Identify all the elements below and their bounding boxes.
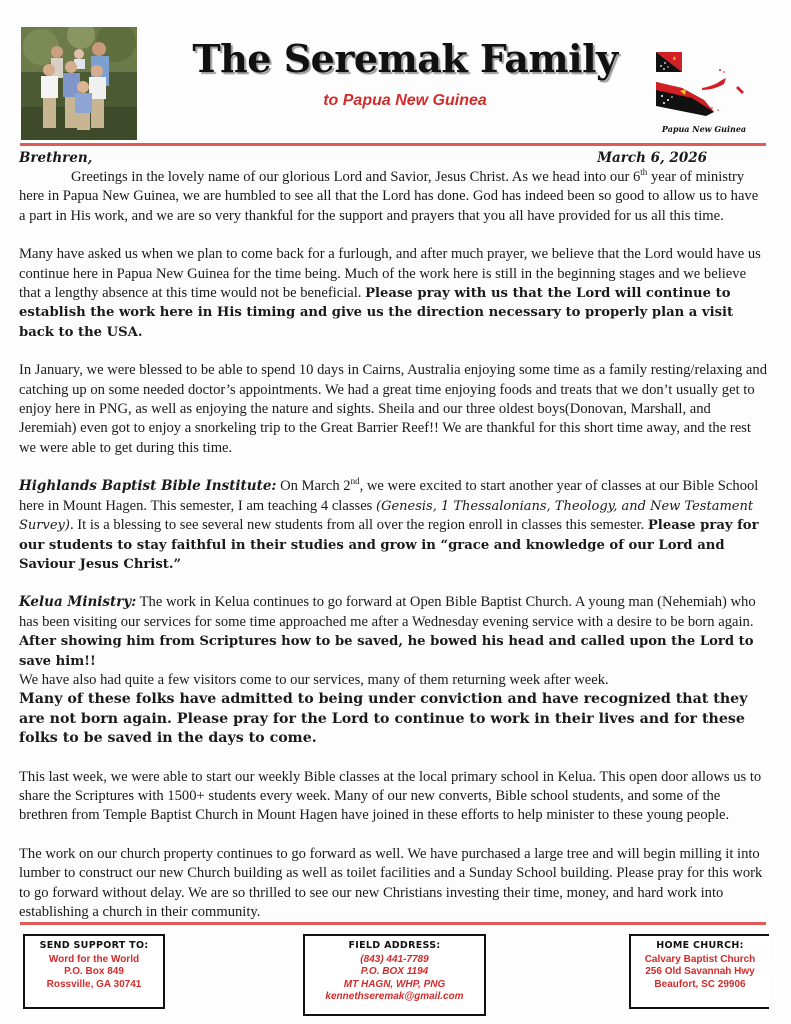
paragraph-text: Many have asked us when we plan to come back for a furlough, and after much prayer, we believe that the Lord would have us continue here in Papua New Guinea for the time being. Much of the work here is still in the beginning stages and we believe that a lengthy absence at this time would not be beneficial. bbox=[19, 246, 761, 302]
support-line: Rossville, GA 30741 bbox=[46, 978, 142, 990]
family-photo-icon bbox=[21, 27, 137, 140]
prayer-request: Many of these folks have admitted to being under conviction and have recognized that they are not born again. Please pray for the Lord to continue to work in their lives and for these folks to be saved in the days to come. bbox=[19, 691, 748, 747]
png-flag-map-icon bbox=[652, 48, 762, 123]
superscript: th bbox=[640, 167, 648, 178]
salutation: Brethren, bbox=[19, 150, 93, 166]
paragraph-cairns bbox=[19, 361, 767, 458]
field-address-box bbox=[303, 934, 486, 1016]
paragraph-text: This last week, we were able to start our weekly Bible classes at the local primary school in Kelua. This open door allows us to share the Scriptures with 1500+ students every week. Many of our new converts, Bible school students, and some of the brethren from Temple Baptist Church in Mount Hagen have joined in these efforts to help minister to these young people. bbox=[19, 768, 762, 824]
field-phone: (843) 441-7789 bbox=[360, 953, 429, 965]
paragraph-furlough bbox=[19, 245, 767, 342]
prayer-request: Please pray for our students to stay faithful in their studies and grow in “grace and knowledge of our Lord and Saviour Jesus Christ.” bbox=[19, 518, 759, 572]
church-line: 256 Old Savannah Hwy bbox=[645, 966, 755, 977]
salvation-note: After showing him from Scriptures how to be saved, he bowed his head and called upon the Lord to save him!! bbox=[19, 634, 754, 669]
paragraph-text: In January, we were blessed to be able to spend 10 days in Cairns, Australia enjoying some time as a family resting/relaxing and catching up on some needed doctor’s appointments. We had a great time enjoying foods and treats that we don’t usually get to enjoy here in PNG, as well as enjoying the nature and sights. Sheila and our three oldest boys(Donovan, Marshall, and Jeremiah) even got to enjoy a snorkeling trip to the Great Barrier Reef!! We are thankful for this short time away, and the rest we were able to get during this time. bbox=[19, 362, 768, 456]
paragraph-greeting bbox=[19, 168, 767, 226]
field-title: FIELD ADDRESS: bbox=[348, 940, 441, 951]
paragraph-church-property bbox=[19, 845, 767, 923]
salutation-row bbox=[19, 148, 767, 168]
support-address-box bbox=[23, 934, 165, 1009]
paragraph-visitors bbox=[19, 671, 767, 749]
paragraph-school-classes bbox=[19, 768, 767, 826]
flag-caption: Papua New Guinea bbox=[661, 124, 747, 134]
letter-date: March 6, 2026 bbox=[597, 150, 707, 166]
support-line: P.O. Box 849 bbox=[64, 966, 124, 977]
church-title: HOME CHURCH: bbox=[656, 940, 744, 951]
paragraph-text: We have also had quite a few visitors come to our services, many of them returning week after week. bbox=[19, 671, 609, 688]
section-heading: Highlands Baptist Bible Institute: bbox=[19, 478, 277, 495]
paragraph-text: The work on our church property continues to go forward as well. We have purchased a large tree and will begin milling it into lumber to construct our new Church building as well as toilet facilities and a Sunday School building. Please pray for this work to go forward without delay. We are so thrilled to see our new Christians investing their time, money, and hard work into establishing a church in their community. bbox=[19, 845, 763, 920]
superscript: nd bbox=[350, 476, 360, 487]
section-heading: Kelua Ministry: bbox=[19, 594, 137, 611]
header-divider bbox=[20, 143, 766, 146]
newsletter-title: The Seremak Family bbox=[192, 36, 618, 81]
paragraph-text: , we were excited to start another year of classes at our Bible School here in Mount Hagen. This semester, I am teaching 4 classes bbox=[19, 478, 759, 514]
field-email[interactable]: kennethseremak@gmail.com bbox=[325, 991, 464, 1002]
support-line: Word for the World bbox=[48, 953, 140, 965]
paragraph-text: Greetings in the lovely name of our glorious Lord and Savior, Jesus Christ. As we head into our 6 bbox=[71, 169, 641, 185]
paragraph-text: year of ministry here in Papua New Guinea, we are humbled to see all that the Lord has done. God has indeed been so good to allow us to have a part in His work, and we are so very thankful for the support and prayers that you all have provided for us all this time. bbox=[19, 169, 759, 224]
field-city: MT HAGN, WHP, PNG bbox=[343, 978, 446, 990]
newsletter-subtitle: to Papua New Guinea bbox=[323, 92, 487, 109]
paragraph-bible-institute bbox=[19, 477, 767, 574]
prayer-request: Please pray with us that the Lord will continue to establish the work here in His timing and give us the direction necessary to properly plan a visit back to the USA. bbox=[19, 286, 734, 340]
paragraph-kelua bbox=[19, 593, 767, 671]
support-title: SEND SUPPORT TO: bbox=[39, 940, 149, 951]
church-line: Beaufort, SC 29906 bbox=[654, 978, 746, 990]
class-list: (Genesis, 1 Thessalonians, Theology, and New Testament Survey) bbox=[19, 498, 754, 534]
paragraph-text: . It is a blessing to see several new students from all over the region enroll in classes this semester. bbox=[69, 517, 648, 534]
letter-body bbox=[19, 148, 767, 941]
paragraph-text: On March 2 bbox=[276, 478, 351, 495]
footer-divider bbox=[20, 922, 766, 925]
church-line: Calvary Baptist Church bbox=[644, 953, 756, 965]
home-church-box bbox=[629, 934, 769, 1009]
paragraph-text: The work in Kelua continues to go forward at Open Bible Baptist Church. A young man (Nehemiah) who has been visiting our services for some time approached me after a Wednesday evening service with a desire to be born again. bbox=[19, 594, 756, 630]
field-po-box: P.O. BOX 1194 bbox=[360, 966, 429, 977]
